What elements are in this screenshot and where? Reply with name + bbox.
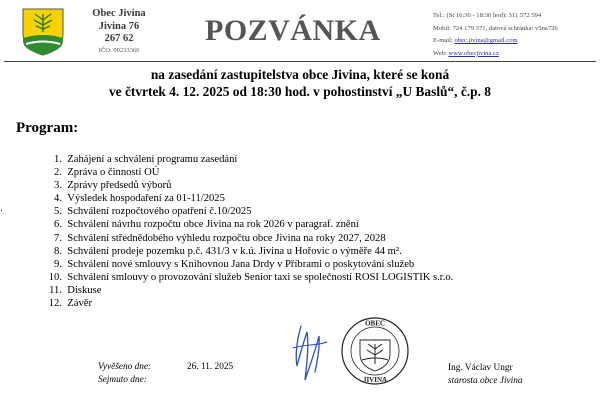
official-seal	[340, 316, 410, 386]
agenda-item-text: Schválení návrhu rozpočtu obce Jivina na rok 2026 v paragraf. znění	[67, 219, 359, 231]
org-postcode: 267 62	[104, 33, 134, 44]
contact-email-link[interactable]: obec.jivina@gmail.com	[454, 37, 518, 45]
document-title: POZVÁNKA	[205, 14, 381, 47]
agenda-item	[30, 166, 453, 179]
agenda-item-number: 10.	[48, 271, 62, 283]
agenda-item	[30, 232, 453, 245]
agenda-item-text: Závěr	[67, 298, 92, 310]
agenda-item-text: Schválení prodeje pozemku p.č. 431/3 v k.ú. Jivina u Hořovic o výměře 44 m².	[67, 245, 402, 257]
agenda-item-number: 6.	[54, 219, 62, 231]
seal-text-bottom: JIVINA	[362, 376, 388, 384]
subtitle-line-1: na zasedání zastupitelstva obce Jivina, které se koná	[150, 67, 450, 82]
agenda-item-text: Výsledek hospodaření za 01-11/2025	[67, 193, 225, 205]
agenda-item	[30, 297, 453, 310]
agenda-item-text: Zpráva o činnosti OÚ	[67, 167, 160, 179]
agenda-item-number: 4.	[54, 193, 62, 205]
posted-date: 26. 11. 2025	[187, 362, 234, 372]
removed-label: Sejmuto dne:	[98, 375, 147, 385]
agenda-item	[30, 271, 453, 284]
contact-web-label: Web:	[433, 49, 447, 57]
agenda-item	[30, 192, 453, 205]
agenda-item-number: 5.	[54, 206, 62, 218]
agenda-item	[30, 153, 453, 166]
contact-phone: Tel.: (St 16:30 - 18:30 hod): 311 572 594	[433, 12, 542, 19]
agenda-item-number: 11.	[49, 284, 62, 296]
agenda-item-text: Diskuse	[67, 284, 102, 296]
coat-of-arms-logo	[22, 8, 64, 56]
agenda-item	[30, 258, 453, 271]
contact-email-row	[433, 35, 558, 48]
agenda-item-number: 1.	[54, 154, 62, 165]
agenda-item-text: Schválení rozpočtového opatření č.10/2025	[67, 206, 252, 218]
contact-mobile: Mobil: 724 179 371, datová schránka: v5na726	[433, 24, 558, 32]
org-name: Obec Jivina	[92, 8, 146, 19]
agenda-list	[30, 153, 453, 310]
program-heading: Program:	[16, 120, 79, 136]
subtitle-line-2: ve čtvrtek 4. 12. 2025 od 18:30 hod. v pohostinství „U Baslů“, č.p. 8	[108, 84, 492, 99]
agenda-item-number: 9.	[54, 258, 62, 270]
agenda-item	[30, 245, 453, 258]
handwritten-signature	[287, 318, 331, 388]
agenda-item-number: 3.	[54, 180, 62, 192]
posted-label: Vyvěšeno dne:	[98, 362, 152, 372]
agenda-item-text: Schválení střednědobého výhledu rozpočtu obce Jivina na roky 2027, 2028	[67, 232, 386, 244]
agenda-item	[30, 284, 453, 297]
header-divider	[4, 61, 596, 62]
org-ico: IČO: 00233366	[98, 46, 140, 54]
agenda-item-number: 7.	[54, 232, 62, 244]
contact-email-label: E-mail:	[433, 37, 453, 45]
org-address: Jivina 76	[98, 20, 140, 32]
signatory-block	[448, 362, 523, 388]
municipality-block	[74, 8, 164, 55]
contact-web-row	[433, 48, 558, 61]
agenda-item-number: 2.	[54, 167, 62, 179]
mayor-name: Ing. Václav Ungr	[448, 363, 513, 373]
mayor-role: starosta obce Jivina	[448, 376, 523, 386]
agenda-item	[30, 218, 453, 231]
agenda-item	[30, 179, 453, 192]
agenda-item-text: Schválení smlouvy o provozování služeb Senior taxi se společností ROSI LOGISTIK s.r.o.	[67, 271, 454, 283]
agenda-item	[30, 205, 453, 218]
agenda-item-text: Schválení nové smlouvy s Knihovnou Jana Drdy v Příbrami o poskytování služeb	[67, 258, 415, 270]
contact-block	[433, 10, 558, 60]
agenda-item-number: 12.	[48, 298, 62, 310]
agenda-item-text: Zahájení a schválení programu zasedání	[67, 154, 238, 165]
margin-mark	[1, 209, 4, 212]
agenda-item-number: 8.	[54, 245, 62, 257]
agenda-item-text: Zprávy předsedů výborů	[67, 180, 172, 192]
contact-web-link[interactable]: www.obecjivina.cz	[448, 49, 499, 57]
seal-text-top: OBEC	[365, 319, 385, 328]
